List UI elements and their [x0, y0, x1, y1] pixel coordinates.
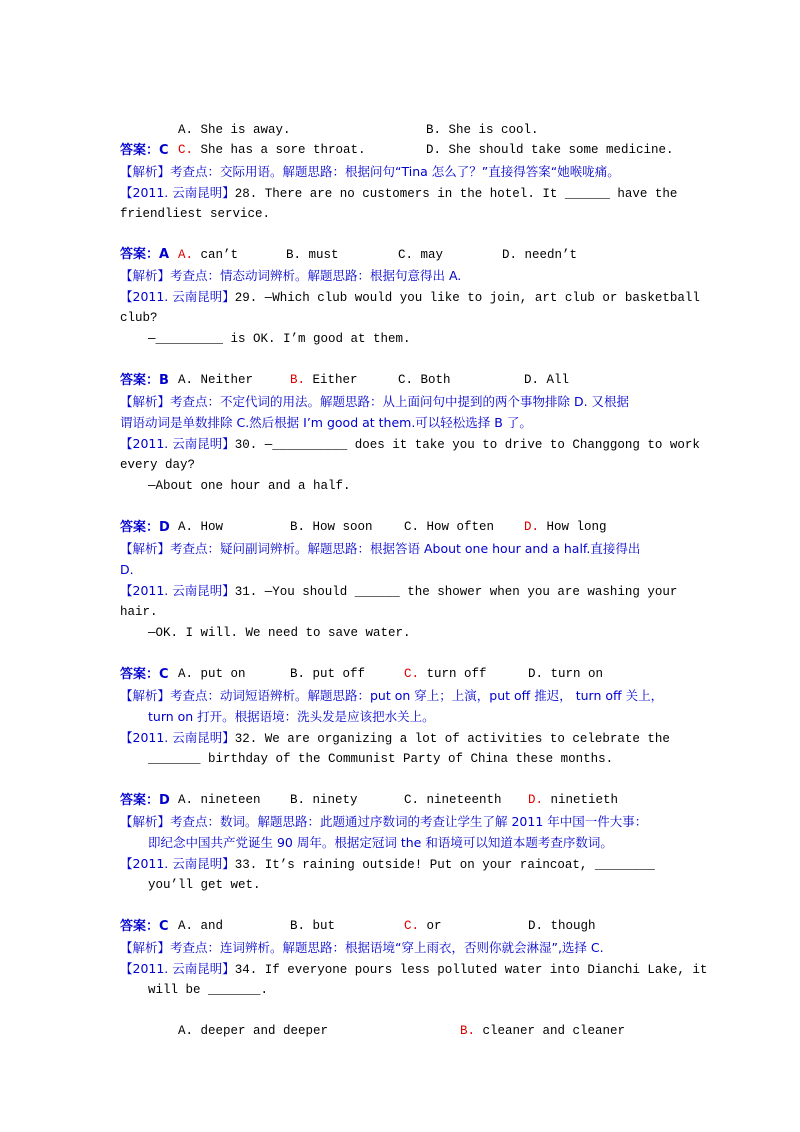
option-a: A. How [178, 520, 224, 534]
option-c: C. How often [404, 520, 495, 534]
question-source-tag: 【2011. 云南昆明】 [120, 436, 235, 451]
option-d: D. She should take some medicine. [426, 143, 674, 157]
analysis-cont: turn on 打开。根据语境：洗头发是应该把水关上。 [148, 709, 435, 724]
correct-letter: C. [404, 667, 420, 681]
option-d: D. needn’t [502, 248, 578, 262]
option-c: C. may [398, 248, 444, 262]
question-text-cont: _______ birthday of the Communist Party of China these months. [148, 752, 614, 766]
option-a: A. nineteen [178, 793, 261, 807]
question-text-cont: hair. [120, 605, 158, 619]
option-c: C. or [404, 919, 442, 933]
correct-letter: D. [528, 793, 544, 807]
question-source-tag: 【2011. 云南昆明】 [120, 961, 235, 976]
option-b: B. but [290, 919, 336, 933]
answer: 答案：C [120, 143, 169, 158]
option-a: A. Neither [178, 373, 254, 387]
option-c: C. nineteenth [404, 793, 502, 807]
option-c: C. Both [398, 373, 451, 387]
question-source-tag: 【2011. 云南昆明】 [120, 289, 235, 304]
option-b: B. She is cool. [426, 123, 539, 137]
correct-letter: B. [460, 1024, 476, 1038]
question-text: 32. We are organizing a lot of activities to celebrate the [234, 732, 670, 746]
question-text: 30. —__________ does it take you to drive to Changgong to work [234, 438, 700, 452]
option-c: C. She has a sore throat. [178, 143, 366, 157]
option-b: B. How soon [290, 520, 373, 534]
question-30 [120, 434, 700, 455]
analysis: 【解析】考查点：连词辨析。解题思路：根据语境“穿上雨衣，否则你就会淋湿”,选择 C. [120, 940, 604, 955]
correct-letter: A. [178, 248, 194, 262]
question-28 [120, 183, 690, 204]
question-source-tag: 【2011. 云南昆明】 [120, 856, 235, 871]
answer: 答案：C [120, 919, 169, 934]
option-c: C. turn off [404, 667, 487, 681]
analysis: 【解析】考查点：数词。解题思路：此题通过序数词的考查让学生了解 2011 年中国一件大事： [120, 814, 648, 829]
question-34-options [148, 1001, 718, 1061]
question-source-tag: 【2011. 云南昆明】 [120, 730, 235, 745]
analysis-cont: 谓语动词是单数排除 C.然后根据 I’m good at them.可以轻松选择 B 了。 [120, 415, 532, 430]
analysis: 【解析】考查点：情态动词辨析。解题思路：根据句意得出 A. [120, 268, 462, 283]
option-a: A. put on [178, 667, 246, 681]
analysis-cont: D. [120, 562, 134, 577]
question-text: 31. —You should ______ the shower when you are washing your [234, 585, 678, 599]
question-33 [120, 854, 690, 875]
option-d: D. All [524, 373, 570, 387]
option-b: B. must [286, 248, 339, 262]
option-a: A. and [178, 919, 224, 933]
question-text-cont: will be _______. [148, 983, 269, 997]
question-source-tag: 【2011. 云南昆明】 [120, 583, 235, 598]
question-text-cont: friendliest service. [120, 207, 271, 221]
option-d: D. turn on [528, 667, 604, 681]
option-b: B. put off [290, 667, 366, 681]
analysis: 【解析】考查点：交际用语。解题思路：根据问句“Tina 怎么了？”直接得答案“她喉咙痛。 [120, 164, 620, 179]
question-text: 29. —Which club would you like to join, art club or basketball [234, 291, 700, 305]
option-d: D. though [528, 919, 596, 933]
question-31 [120, 581, 690, 602]
option-a: A. can’t [178, 248, 239, 262]
question-source-tag: 【2011. 云南昆明】 [120, 185, 235, 200]
correct-letter: D. [524, 520, 540, 534]
option-a: A. She is away. [178, 123, 291, 137]
correct-letter: B. [290, 373, 306, 387]
option-a: A. deeper and deeper [178, 1024, 329, 1038]
analysis: 【解析】考查点：不定代词的用法。解题思路：从上面问句中提到的两个事物排除 D. 又根据 [120, 394, 630, 409]
question-text-cont: club? [120, 311, 158, 325]
answer: 答案：B [120, 373, 169, 388]
question-32 [120, 728, 690, 749]
question-text: 33. It’s raining outside! Put on your raincoat, ________ [234, 858, 655, 872]
answer: 答案：D [120, 520, 170, 535]
correct-letter: C. [404, 919, 420, 933]
question-text-cont: you’ll get wet. [148, 878, 261, 892]
question-text: 34. If everyone pours less polluted water into Dianchi Lake, it [234, 963, 708, 977]
option-d: D. How long [524, 520, 607, 534]
option-b: B. cleaner and cleaner [460, 1024, 626, 1038]
answer: 答案：C [120, 667, 169, 682]
option-b: B. Either [290, 373, 358, 387]
analysis-cont: 即纪念中国共产党诞生 90 周年。根据定冠词 the 和语境可以知道本题考查序数词。 [148, 835, 613, 850]
question-text-cont: —OK. I will. We need to save water. [148, 626, 411, 640]
question-text: 28. There are no customers in the hotel. It ______ have the [234, 187, 678, 201]
question-text-cont: —_________ is OK. I’m good at them. [148, 332, 411, 346]
analysis: 【解析】考查点：疑问副词辨析。解题思路：根据答语 About one hour and a half.直接得出 [120, 541, 641, 556]
question-text-cont: —About one hour and a half. [148, 479, 351, 493]
answer: 答案：A [120, 247, 170, 262]
question-29 [120, 287, 700, 308]
option-b: B. ninety [290, 793, 358, 807]
correct-letter: C. [178, 143, 194, 157]
question-34 [120, 959, 708, 980]
question-text-cont: every day? [120, 458, 196, 472]
option-d: D. ninetieth [528, 793, 619, 807]
answer: 答案：D [120, 793, 170, 808]
analysis: 【解析】考查点：动词短语辨析。解题思路：put on 穿上；上演，put off 推迟， turn off 关上， [120, 688, 664, 703]
